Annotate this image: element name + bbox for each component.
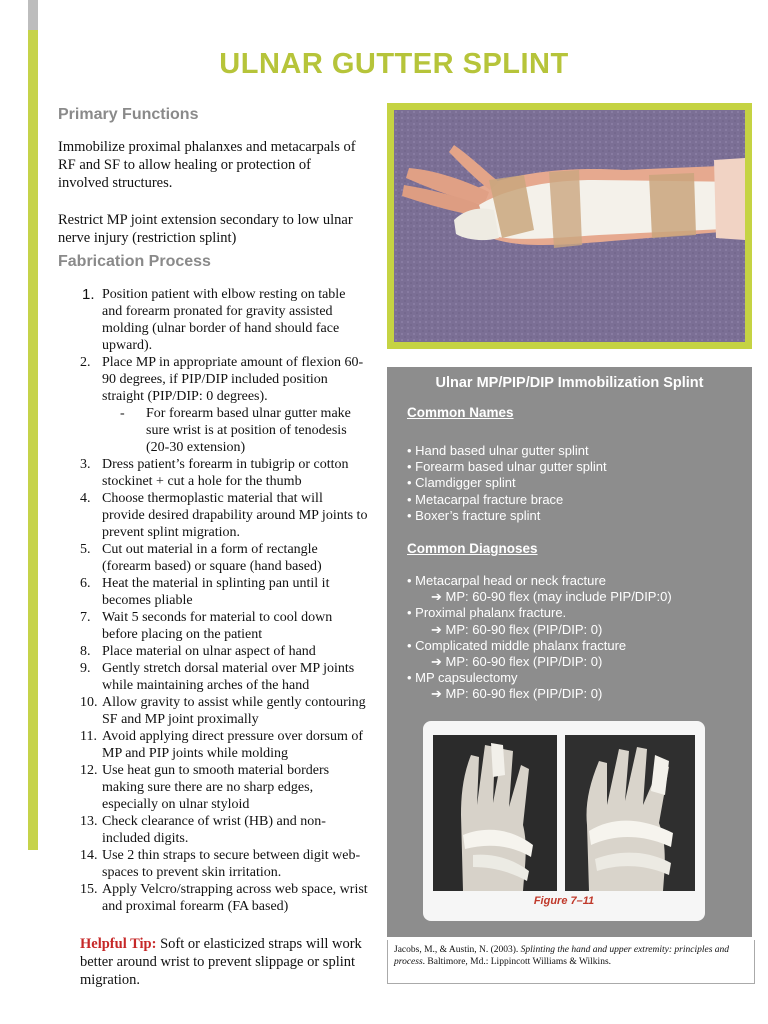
step-text: Use 2 thin straps to secure between digit web-spaces to prevent skin irritation.: [102, 848, 361, 880]
step-text: Allow gravity to assist while gently contouring SF and MP joint proximally: [102, 695, 366, 727]
step-item: [58, 762, 368, 813]
step-text: Check clearance of wrist (HB) and non-included digits.: [102, 814, 326, 846]
info-panel: [387, 367, 752, 937]
sidebar-accent-bar: [28, 30, 38, 850]
step-number: 6.: [80, 576, 91, 591]
page-title: ULNAR GUTTER SPLINT: [219, 48, 569, 80]
list-item: • Clamdigger splint: [407, 475, 516, 491]
hand-splint-illustration-left: [433, 735, 557, 891]
step-number: 9.: [80, 661, 91, 676]
step-item: [58, 660, 368, 694]
step-item: [58, 694, 368, 728]
list-item: • Hand based ulnar gutter splint: [407, 443, 589, 458]
step-number: 4.: [80, 491, 91, 506]
step-text: Gently stretch dorsal material over MP joints while maintaining arches of the hand: [102, 661, 355, 693]
step-text: Avoid applying direct pressure over dorsum of MP and PIP joints while molding: [102, 729, 364, 761]
step-text: Wait 5 seconds for material to cool down before placing on the patient: [102, 610, 333, 642]
figure-photo-left: [433, 735, 557, 891]
step-number: 2.: [80, 355, 91, 370]
step-item: [58, 490, 368, 541]
step-text: Choose thermoplastic material that will provide desired drapability around MP joints to prevent splint migration.: [102, 491, 368, 540]
step-number: 14.: [80, 848, 98, 863]
sub-dash: -: [120, 406, 125, 421]
figure-caption: Figure 7–11: [533, 895, 595, 907]
step-number: 10.: [80, 695, 98, 710]
step-subitem: [102, 405, 368, 456]
info-panel-title: Ulnar MP/PIP/DIP Immobilization Splint: [435, 375, 704, 391]
step-item: [58, 813, 368, 847]
step-number: 5.: [80, 542, 91, 557]
step-text: Position patient with elbow resting on table and forearm pronated for gravity assisted molding (ulnar border of hand should face upward).: [102, 287, 346, 353]
fabrication-steps: [58, 286, 368, 915]
helpful-tip: [80, 935, 370, 989]
step-item: [58, 541, 368, 575]
common-names-list: [407, 443, 607, 524]
citation-publisher: . Baltimore, Md.: Lippincott Williams & Wilkins.: [422, 957, 612, 967]
common-diagnoses-list: [407, 573, 672, 703]
step-number: 3.: [80, 457, 91, 472]
list-item-detail: ➔ MP: 60-90 flex (PIP/DIP: 0): [431, 686, 603, 702]
top-accent-bar: [28, 0, 38, 30]
step-text: Apply Velcro/strapping across web space, wrist and proximal forearm (FA based): [102, 882, 368, 914]
step-number: 7.: [80, 610, 91, 625]
step-subitem-text: For forearm based ulnar gutter make sure wrist is at position of tenodesis (20-30 extension): [146, 406, 351, 455]
step-number: 1.: [82, 286, 95, 303]
step-text: Heat the material in splinting pan until it becomes pliable: [102, 576, 330, 608]
step-number: 15.: [80, 882, 98, 897]
list-item-detail: ➔ MP: 60-90 flex (PIP/DIP: 0): [431, 654, 603, 670]
splint-photo-frame: [387, 103, 752, 349]
step-item: [58, 847, 368, 881]
step-item: [58, 643, 368, 660]
primary-functions-para-1: Immobilize proximal phalanxes and metacarpals of RF and SF to allow healing or protection of involved structures.: [58, 139, 356, 191]
step-number: 12.: [80, 763, 98, 778]
list-item: • Forearm based ulnar gutter splint: [407, 459, 607, 475]
step-text: Place MP in appropriate amount of flexion 60-90 degrees, if PIP/DIP included position straight (PIP/DIP: 0 degrees).: [102, 355, 364, 404]
hand-splint-illustration-right: [565, 735, 695, 891]
list-item: • Metacarpal fracture brace: [407, 491, 564, 507]
step-item: [58, 286, 368, 354]
list-item: • Boxer’s fracture splint: [407, 507, 541, 523]
citation: [387, 940, 755, 984]
list-item-detail: ➔ MP: 60-90 flex (may include PIP/DIP:0): [431, 589, 672, 605]
step-text: Use heat gun to smooth material borders making sure there are no sharp edges, especially on ulnar styloid: [102, 763, 330, 812]
list-item-detail: ➔ MP: 60-90 flex (PIP/DIP: 0): [431, 621, 603, 637]
step-item: [58, 881, 368, 915]
list-item: • MP capsulectomy: [407, 670, 518, 686]
step-item: [58, 354, 368, 456]
step-text: Cut out material in a form of rectangle (forearm based) or square (hand based): [102, 542, 322, 574]
figure-photo-right: [565, 735, 695, 891]
figure-card: [423, 721, 705, 921]
splint-photo-illustration: [394, 110, 745, 342]
step-item: [58, 575, 368, 609]
list-item: • Complicated middle phalanx fracture: [407, 637, 627, 653]
step-text: Place material on ulnar aspect of hand: [102, 644, 316, 659]
citation-book-title: Splinting the hand and upper extremity: principles and process: [394, 945, 730, 967]
step-number: 8.: [80, 644, 91, 659]
step-item: [58, 609, 368, 643]
helpful-tip-label: Helpful Tip:: [80, 936, 157, 952]
splint-photo: [394, 110, 745, 342]
list-item: • Proximal phalanx fracture.: [407, 605, 567, 621]
fabrication-heading: Fabrication Process: [58, 253, 211, 270]
primary-functions-para-2: Restrict MP joint extension secondary to low ulnar nerve injury (restriction splint): [58, 212, 353, 246]
primary-functions-heading: Primary Functions: [58, 106, 199, 123]
common-names-heading: Common Names: [407, 405, 514, 420]
common-diagnoses-heading: Common Diagnoses: [407, 541, 538, 556]
step-number: 11.: [80, 729, 97, 744]
step-item: [58, 456, 368, 490]
step-item: [58, 728, 368, 762]
step-text: Dress patient’s forearm in tubigrip or cotton stockinet + cut a hole for the thumb: [102, 457, 349, 489]
list-item: • Metacarpal head or neck fracture: [407, 573, 606, 588]
citation-authors: Jacobs, M., & Austin, N. (2003).: [394, 945, 521, 955]
helpful-tip-text: Soft or elasticized straps will work better around wrist to prevent slippage or splint migration.: [80, 936, 362, 988]
step-number: 13.: [80, 814, 98, 829]
